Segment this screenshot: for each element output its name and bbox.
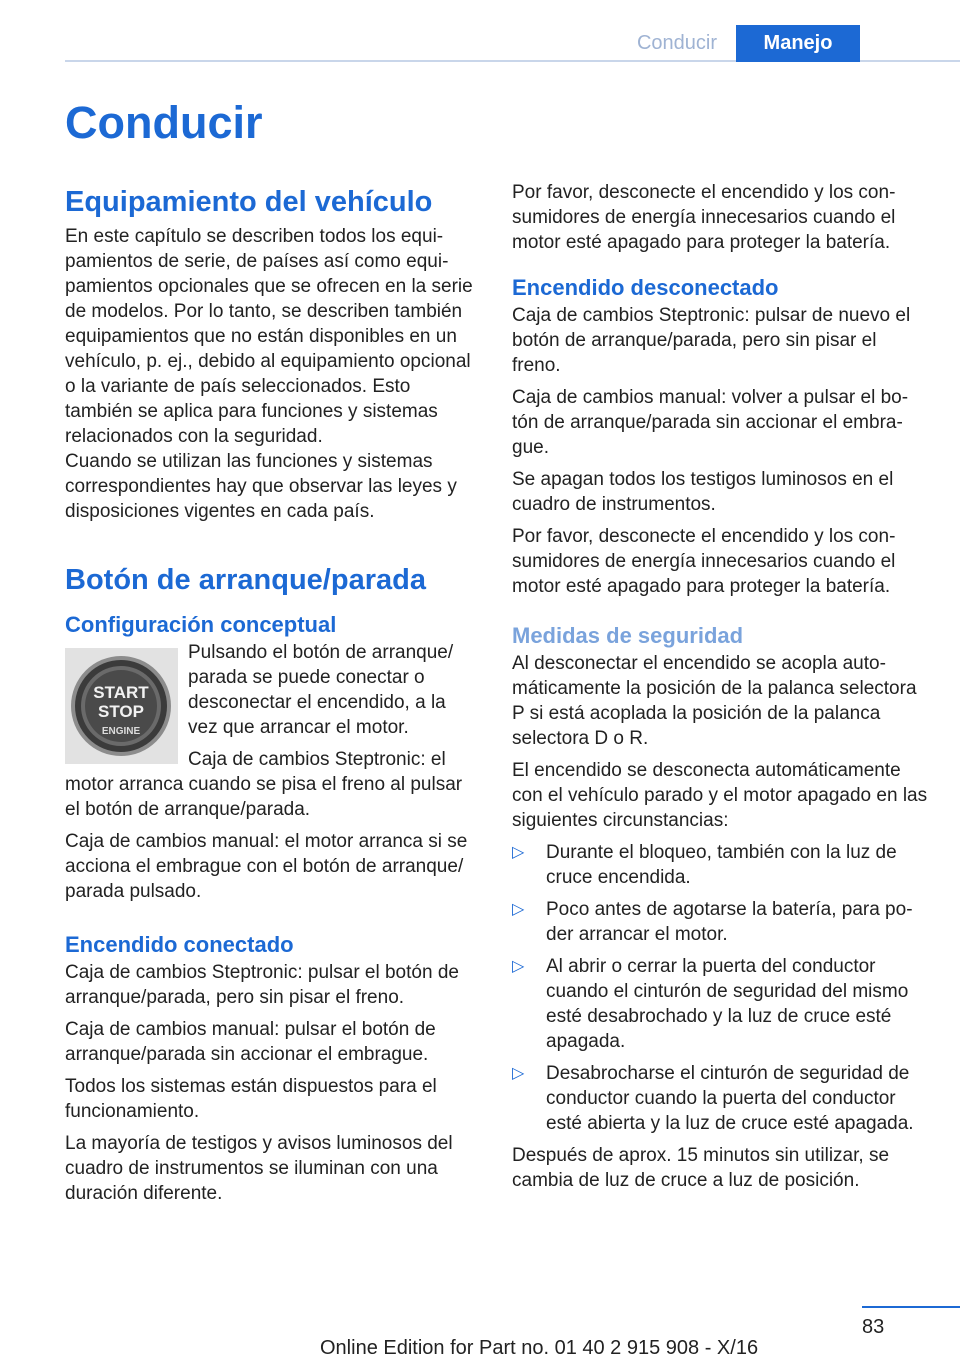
- footer-rule: [862, 1306, 960, 1308]
- button-block: [65, 640, 478, 822]
- paragraph: Se apagan todos los testigos luminosos en el cuadro de instrumentos.: [512, 469, 894, 515]
- paragraph: Caja de cambios Steptronic: pulsar de nuevo el botón de arranque/parada, pero sin pisar el freno.: [512, 305, 911, 376]
- start-stop-icon: [65, 648, 178, 764]
- start-stop-button-image: [65, 648, 178, 764]
- paragraph: Pulsando el botón de arranque/ parada se puede conectar o desconectar el encendido, a la vez que arrancar el motor.: [188, 642, 454, 738]
- tab-chapter: Manejo: [736, 25, 860, 62]
- svg-text:ENGINE: ENGINE: [101, 726, 141, 737]
- edition-footer: Online Edition for Part no. 01 40 2 915 908 - X/16: [320, 1337, 759, 1359]
- page-number: 83: [862, 1316, 885, 1338]
- heading-configuracion: Configuración conceptual: [65, 612, 337, 637]
- paragraph: Caja de cambios manual: volver a pulsar el botón de arranque/parada sin accionar el embrague.: [512, 387, 909, 458]
- paragraph: En este capítulo se describen todos los equipamientos de serie, de países así como equipamientos opcionales que se ofrecen en la serie de modelos. Por lo tanto, se describen también equipamientos que no están disponibles en un vehículo, p. ej., debido al equipamiento opcional o la variante de país seleccionados. Esto también se aplica para funciones y sistemas relacionados con la seguridad.: [65, 226, 473, 447]
- svg-text:START: START: [93, 683, 149, 702]
- triangle-bullet-icon: ▷: [512, 901, 525, 918]
- triangle-bullet-icon: ▷: [512, 958, 525, 975]
- heading-medidas: Medidas de seguridad: [512, 623, 744, 648]
- list-item: ▷ Durante el bloqueo, también con la luz de cruce encendida.: [512, 842, 897, 888]
- paragraph: La mayoría de testigos y avisos luminosos del cuadro de instrumentos se iluminan con una duración diferente.: [65, 1133, 453, 1204]
- paragraph: Después de aprox. 15 minutos sin utilizar, se cambia de luz de cruce a luz de posición.: [512, 1145, 890, 1191]
- triangle-bullet-icon: ▷: [512, 1065, 525, 1082]
- paragraph: Caja de cambios Steptronic: el motor arranca cuando se pisa el freno al pulsar el botón de arranque/parada.: [65, 749, 463, 820]
- paragraph: Cuando se utilizan las funciones y sistemas correspondientes hay que observar las leyes y disposiciones vigentes en cada país.: [65, 451, 457, 522]
- paragraph: Todos los sistemas están dispuestos para el funcionamiento.: [65, 1076, 437, 1122]
- bullet-list: [512, 840, 928, 1136]
- paragraph: Por favor, desconecte el encendido y los consumidores de energía innecesarios cuando el motor esté apagado para proteger la batería.: [512, 526, 896, 597]
- triangle-bullet-icon: ▷: [512, 844, 525, 861]
- left-column: [65, 180, 478, 1206]
- list-item: ▷ Poco antes de agotarse la batería, para poder arrancar el motor.: [512, 899, 913, 945]
- paragraph: Por favor, desconecte el encendido y los consumidores de energía innecesarios cuando el motor esté apagado para proteger la batería.: [512, 182, 896, 253]
- paragraph: El encendido se desconecta automáticamente con el vehículo parado y el motor apagado en las siguientes circunstancias:: [512, 760, 928, 831]
- list-item: ▷ Al abrir o cerrar la puerta del conductor cuando el cinturón de seguridad del mismo esté desabrochado y la luz de cruce esté apagada.: [512, 956, 909, 1052]
- paragraph: Caja de cambios manual: pulsar el botón de arranque/parada sin accionar el embrague.: [65, 1019, 436, 1065]
- paragraph: Caja de cambios manual: el motor arranca si se acciona el embrague con el botón de arranque/ parada pulsado.: [65, 831, 468, 902]
- paragraph: Al desconectar el encendido se acopla automáticamente la posición de la palanca selectora P si está acoplada la posición de la palanca selectora D o R.: [512, 653, 917, 749]
- tab-section: Conducir: [636, 32, 718, 54]
- right-column: [512, 180, 928, 1193]
- svg-text:STOP: STOP: [98, 702, 144, 721]
- list-item: ▷ Desabrocharse el cinturón de seguridad de conductor cuando la puerta del conductor esté abierta y la luz de cruce esté apagada.: [512, 1063, 914, 1134]
- heading-equipamiento: Equipamiento del vehículo: [65, 186, 433, 218]
- heading-conectado: Encendido conectado: [65, 932, 294, 957]
- heading-boton: Botón de arranque/parada: [65, 564, 426, 596]
- paragraph: Caja de cambios Steptronic: pulsar el botón de arranque/parada, pero sin pisar el freno.: [65, 962, 459, 1008]
- chapter-title: Conducir: [65, 97, 263, 148]
- heading-desconectado: Encendido desconectado: [512, 275, 779, 300]
